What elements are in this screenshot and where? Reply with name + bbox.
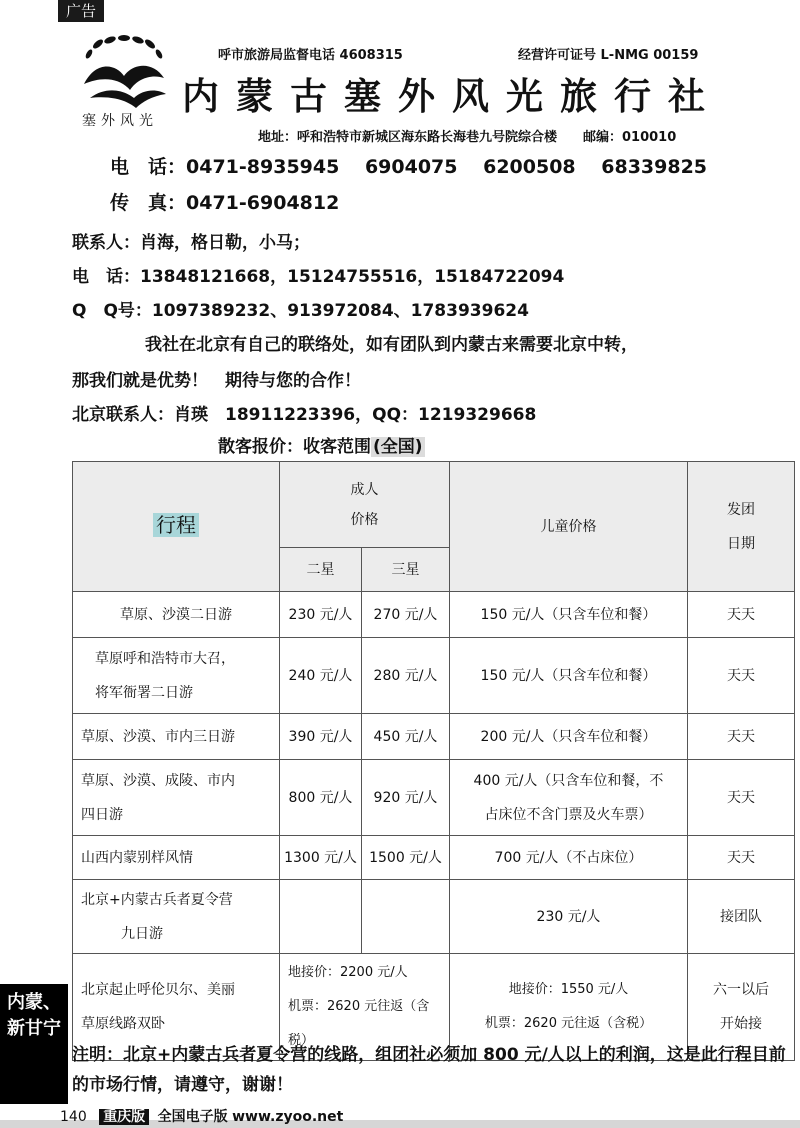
table-row: [73, 714, 795, 760]
ad-tag: 广告: [58, 0, 104, 22]
two-star-price: 390 元/人: [280, 714, 362, 760]
supervision-phone: 呼市旅游局监督电话 4608315: [218, 48, 403, 63]
trip-name: 草原呼和浩特市大召， 将军衙署二日游: [73, 638, 280, 714]
table-header-row: [73, 462, 795, 548]
three-star-price: 450 元/人: [362, 714, 450, 760]
edition-label: 重庆版: [99, 1109, 149, 1125]
child-price: 400 元/人（只含车位和餐，不 占床位不含门票及火车票）: [450, 760, 688, 836]
qq-numbers: Q Q号：1097389232、913972084、1783939624: [72, 301, 529, 321]
departure-date: 天天: [688, 760, 795, 836]
child-price: 150 元/人（只含车位和餐）: [450, 592, 688, 638]
table-row: [73, 836, 795, 880]
footnote: 注明：北京+内蒙古兵者夏令营的线路，组团社必须加 800 元/人以上的利润，这是此行程目前的市场行情，请遵守，谢谢！: [72, 1045, 786, 1095]
child-price: 230 元/人: [450, 880, 688, 954]
beijing-contact: 北京联系人：肖瑛 18911223396，QQ：1219329668: [72, 405, 537, 425]
contact-persons: 联系人：肖海，格日勒，小马；: [72, 233, 310, 253]
header-child-price: 儿童价格: [450, 462, 688, 592]
intro-line-2: 那我们就是优势！ 期待与您的合作！: [72, 371, 361, 391]
quote-prefix: 散客报价：收客范围: [218, 437, 371, 457]
table-row: [73, 592, 795, 638]
header-adult-price: 成人 价格: [280, 462, 450, 548]
three-star-price: [362, 880, 450, 954]
child-price: 150 元/人（只含车位和餐）: [450, 638, 688, 714]
departure-date: 六一以后 开始接: [688, 954, 795, 1061]
fax-label: 传 真：: [110, 192, 187, 214]
page-number: 140: [60, 1109, 87, 1125]
mobile-phones: 电 话：13848121668，15124755516，15184722094: [72, 267, 565, 287]
national-edition: 全国电子版: [157, 1109, 228, 1125]
header-trip: 行程: [73, 462, 280, 592]
three-star-price: 1500 元/人: [362, 836, 450, 880]
departure-date: 天天: [688, 714, 795, 760]
price-table: [72, 461, 795, 1061]
header-two-star: 二星: [280, 548, 362, 592]
departure-date: 接团队: [688, 880, 795, 954]
table-row: [73, 760, 795, 836]
quote-title: [218, 432, 425, 457]
company-address: 地址：呼和浩特市新城区海东路长海巷九号院综合楼 邮编：010010: [258, 130, 677, 145]
departure-date: 天天: [688, 836, 795, 880]
phone-line: [110, 152, 707, 179]
intro-line-1: 我社在北京有自己的联络处，如有团队到内蒙古来需要北京中转，: [145, 335, 638, 355]
trip-name: 北京起止呼伦贝尔、美丽 草原线路双卧: [73, 954, 280, 1061]
two-star-price: 230 元/人: [280, 592, 362, 638]
quote-scope: (全国): [373, 437, 423, 457]
two-star-price: 800 元/人: [280, 760, 362, 836]
trip-name: 草原、沙漠二日游: [73, 592, 280, 638]
site-link[interactable]: www.zyoo.net: [232, 1109, 344, 1125]
phone-numbers: 0471-8935945 6904075 6200508 68339825: [186, 156, 708, 178]
logo-caption: 塞外风光: [82, 113, 158, 129]
departure-date: 天天: [688, 638, 795, 714]
trip-name: 草原、沙漠、市内三日游: [73, 714, 280, 760]
trip-name: 草原、沙漠、成陵、市内 四日游: [73, 760, 280, 836]
trip-name: 北京+内蒙古兵者夏令营 九日游: [73, 880, 280, 954]
region-side-tab: 内蒙、 新甘宁: [0, 984, 68, 1104]
two-star-price: 1300 元/人: [280, 836, 362, 880]
fax-number: 0471-6904812: [186, 192, 340, 214]
three-star-price: 270 元/人: [362, 592, 450, 638]
table-row: [73, 880, 795, 954]
fax-line: [110, 188, 339, 215]
trip-name: 山西内蒙别样风情: [73, 836, 280, 880]
three-star-price: 920 元/人: [362, 760, 450, 836]
three-star-price: 280 元/人: [362, 638, 450, 714]
table-row: [73, 638, 795, 714]
header-departure: 发团 日期: [688, 462, 795, 592]
page-footer: [60, 1106, 343, 1126]
child-price: 700 元/人（不占床位）: [450, 836, 688, 880]
child-price: 地接价：1550 元/人 机票：2620 元往返（含税）: [450, 954, 688, 1061]
license-number: 经营许可证号 L-NMG 00159: [518, 48, 699, 63]
phone-label: 电 话：: [110, 156, 187, 178]
company-name: 内蒙古塞外风光旅行社: [182, 74, 722, 118]
header-three-star: 三星: [362, 548, 450, 592]
adult-price-combined: 地接价：2200 元/人 机票：2620 元往返（含税）: [280, 954, 450, 1061]
two-star-price: 240 元/人: [280, 638, 362, 714]
two-star-price: [280, 880, 362, 954]
departure-date: 天天: [688, 592, 795, 638]
child-price: 200 元/人（只含车位和餐）: [450, 714, 688, 760]
